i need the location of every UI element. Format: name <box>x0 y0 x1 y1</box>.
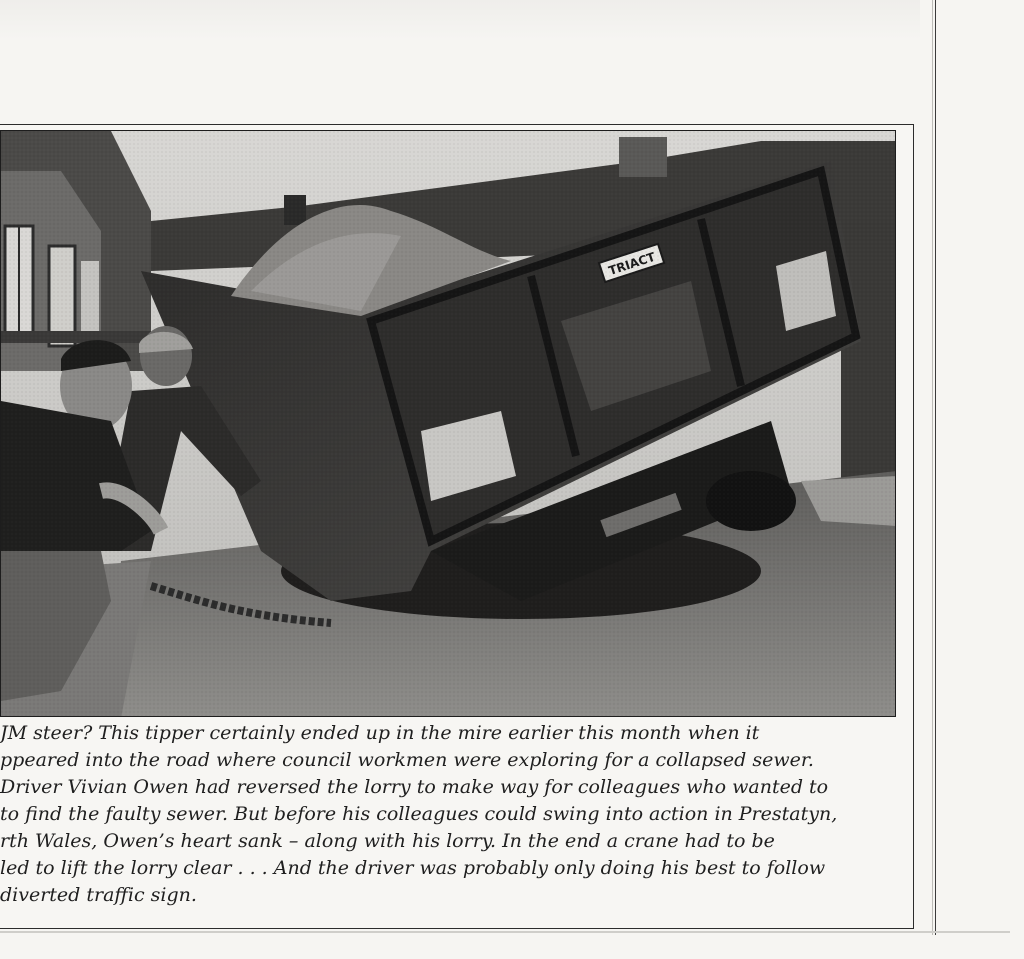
photo-illustration <box>1 131 896 717</box>
caption-line: led to lift the lorry clear . . . And the driver was probably only doing his best to follow <box>0 857 826 879</box>
page-edge-shadow <box>932 0 933 935</box>
photo-caption <box>0 720 905 909</box>
page-edge-line <box>935 0 936 935</box>
caption-line: to find the faulty sewer. But before his colleagues could swing into action in Prestatyn, <box>0 803 838 825</box>
caption-line: Driver Vivian Owen had reversed the lorry to make way for colleagues who wanted to <box>0 776 829 798</box>
bottom-page-edge <box>0 931 1010 933</box>
caption-line: rth Wales, Owen’s heart sank – along with his lorry. In the end a crane had to be <box>0 830 775 852</box>
top-margin <box>0 0 920 40</box>
news-photograph <box>0 130 896 717</box>
caption-line: ppeared into the road where council workmen were exploring for a collapsed sewer. <box>0 749 814 771</box>
caption-line: diverted traffic sign. <box>0 884 197 906</box>
caption-line: JM steer? This tipper certainly ended up in the mire earlier this month when it <box>0 722 760 744</box>
